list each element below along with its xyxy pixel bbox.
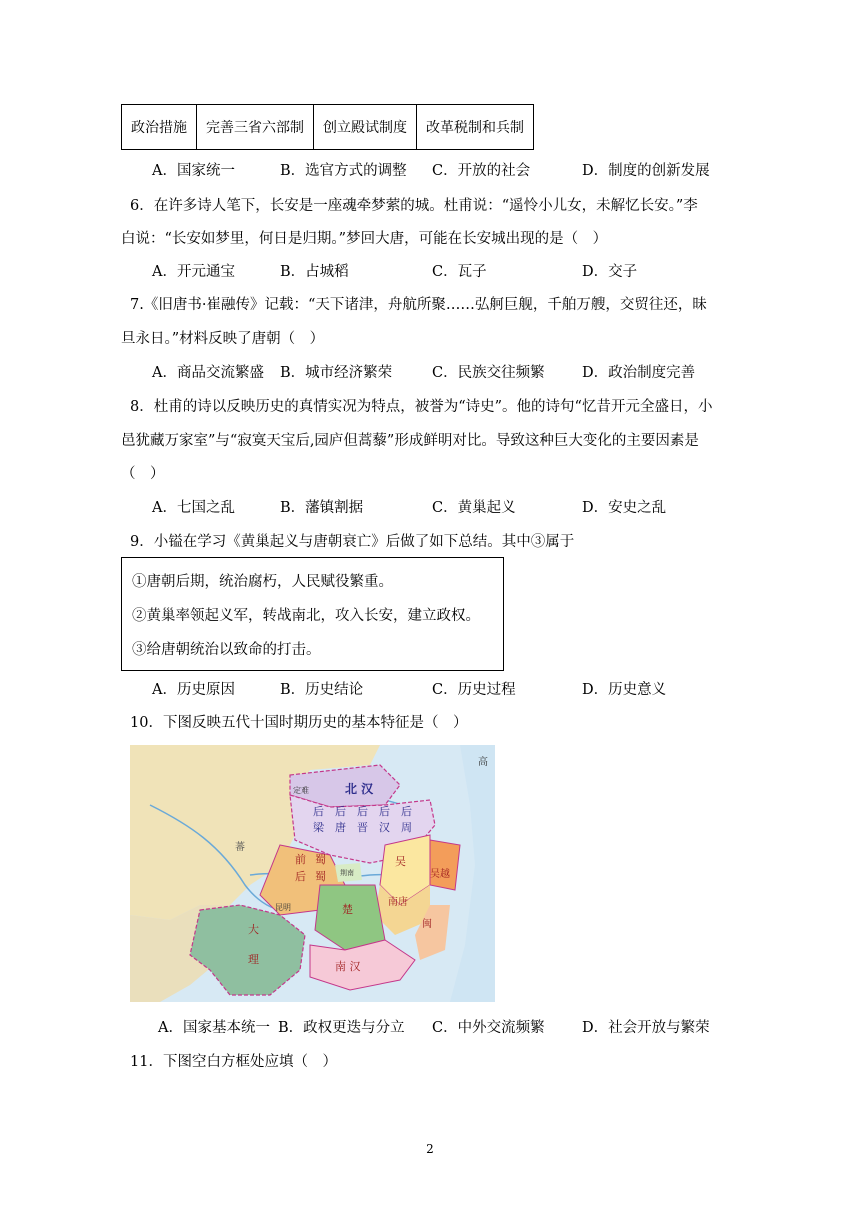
q6-line2: 白说：“长安如梦里，何日是归期。”梦回大唐，可能在长安城出现的是（ ） xyxy=(121,231,608,247)
map-label-dingnan: 定难 xyxy=(293,786,309,795)
summary-box xyxy=(121,557,504,671)
map-label-li: 理 xyxy=(248,953,259,966)
summary-item: ②黄巢率领起义军，转战南北，攻入长安，建立政权。 xyxy=(132,608,480,624)
q7-line2: 旦永日。”材料反映了唐朝（ ） xyxy=(121,331,325,347)
page-number: 2 xyxy=(426,1142,434,1156)
q5-option-b: B．选官方式的调整 xyxy=(280,163,407,179)
q10-option-b: B．政权更迭与分立 xyxy=(278,1020,405,1036)
map-label-hou: 后 xyxy=(335,805,346,818)
q8-line1: 8．杜甫的诗以反映历史的真情实况为特点，被誉为“诗史”。他的诗句“忆昔开元全盛日，小 xyxy=(130,399,713,415)
q10-option-a: A．国家基本统一 xyxy=(158,1020,270,1036)
table-cell: 政治措施 xyxy=(122,105,197,150)
map-label-qian: 前 xyxy=(295,853,306,866)
table-cell: 改革税制和兵制 xyxy=(417,105,534,150)
q6-line1: 6．在许多诗人笔下，长安是一座魂牵梦萦的城。杜甫说：“遥怜小儿女，未解忆长安。”李 xyxy=(130,198,698,214)
q8-line2: 邑犹藏万家室”与“寂寞天宝后,园庐但蒿藜”形成鲜明对比。导致这种巨大变化的主要因素是 xyxy=(121,433,699,449)
map-label-liang: 梁 xyxy=(313,821,324,834)
map-label-wu: 吴 xyxy=(395,855,406,868)
policy-table xyxy=(121,104,534,150)
map-label-hou: 后 xyxy=(357,805,368,818)
map-label-nantang: 南唐 xyxy=(388,897,408,908)
map-label-nanhan: 南 汉 xyxy=(335,960,361,973)
q8-option-a: A．七国之乱 xyxy=(152,500,235,516)
summary-item: ③给唐朝统治以致命的打击。 xyxy=(132,642,321,658)
q6-option-c: C．瓦子 xyxy=(432,264,487,280)
map-label-chu: 楚 xyxy=(342,903,353,916)
q8-option-d: D．安史之乱 xyxy=(582,500,667,516)
q5-option-c: C．开放的社会 xyxy=(432,163,531,179)
map-label-gao: 高 xyxy=(478,757,488,768)
map-label-da: 大 xyxy=(248,923,259,936)
map-label-hou: 后 xyxy=(295,870,306,883)
map-label-jingnan: 荆南 xyxy=(340,869,354,877)
q10-option-c: C．中外交流频繁 xyxy=(432,1020,545,1036)
map-label-hou: 后 xyxy=(313,805,324,818)
q11-line1: 11．下图空白方框处应填（ ） xyxy=(130,1054,337,1070)
map-label-han: 汉 xyxy=(379,821,390,834)
map-label-wuyue: 吴越 xyxy=(430,869,450,880)
q9-line1: 9．小镒在学习《黄巢起义与唐朝衰亡》后做了如下总结。其中③属于 xyxy=(130,534,575,550)
q6-option-a: A．开元通宝 xyxy=(152,264,235,280)
five-dynasties-map xyxy=(130,745,495,1002)
summary-item: ①唐朝后期，统治腐朽，人民赋役繁重。 xyxy=(132,574,393,590)
q7-option-a: A．商品交流繁盛 xyxy=(152,365,264,381)
map-label-min: 闽 xyxy=(422,919,432,930)
q9-option-b: B．历史结论 xyxy=(280,682,364,698)
map-label-kunming: 昆明 xyxy=(275,903,291,912)
q6-option-d: D．交子 xyxy=(582,264,638,280)
q5-option-d: D．制度的创新发展 xyxy=(582,163,710,179)
map-label-hou: 后 xyxy=(401,805,412,818)
q7-option-b: B．城市经济繁荣 xyxy=(280,365,393,381)
q8-line3: （ ） xyxy=(121,466,165,482)
q9-option-d: D．历史意义 xyxy=(582,682,667,698)
q7-line1: 7.《旧唐书·崔融传》记载：“天下诸津，舟航所聚……弘舸巨舰，千舶万艘，交贸往还，昧 xyxy=(130,297,707,313)
q7-option-c: C．民族交往频繁 xyxy=(432,365,545,381)
q9-option-a: A．历史原因 xyxy=(152,682,235,698)
q5-option-a: A．国家统一 xyxy=(152,163,235,179)
map-label-tang: 唐 xyxy=(335,821,346,834)
table-cell: 完善三省六部制 xyxy=(197,105,314,150)
q9-option-c: C．历史过程 xyxy=(432,682,516,698)
q7-option-d: D．政治制度完善 xyxy=(582,365,696,381)
q8-option-c: C．黄巢起义 xyxy=(432,500,516,516)
map-label-zhou: 周 xyxy=(401,821,412,834)
q10-line1: 10．下图反映五代十国时期历史的基本特征是（ ） xyxy=(130,715,468,731)
map-label-shu: 蜀 xyxy=(315,853,326,866)
map-label-shu: 蜀 xyxy=(315,870,326,883)
q8-option-b: B．藩镇割据 xyxy=(280,500,364,516)
map-label-jin: 晋 xyxy=(357,821,368,834)
map-label-north-han: 北 汉 xyxy=(345,782,374,796)
q6-option-b: B．占城稻 xyxy=(280,264,349,280)
map-label-tubo: 蕃 xyxy=(235,842,245,853)
q10-option-d: D．社会开放与繁荣 xyxy=(582,1020,710,1036)
table-cell: 创立殿试制度 xyxy=(314,105,417,150)
map-label-hou: 后 xyxy=(379,805,390,818)
